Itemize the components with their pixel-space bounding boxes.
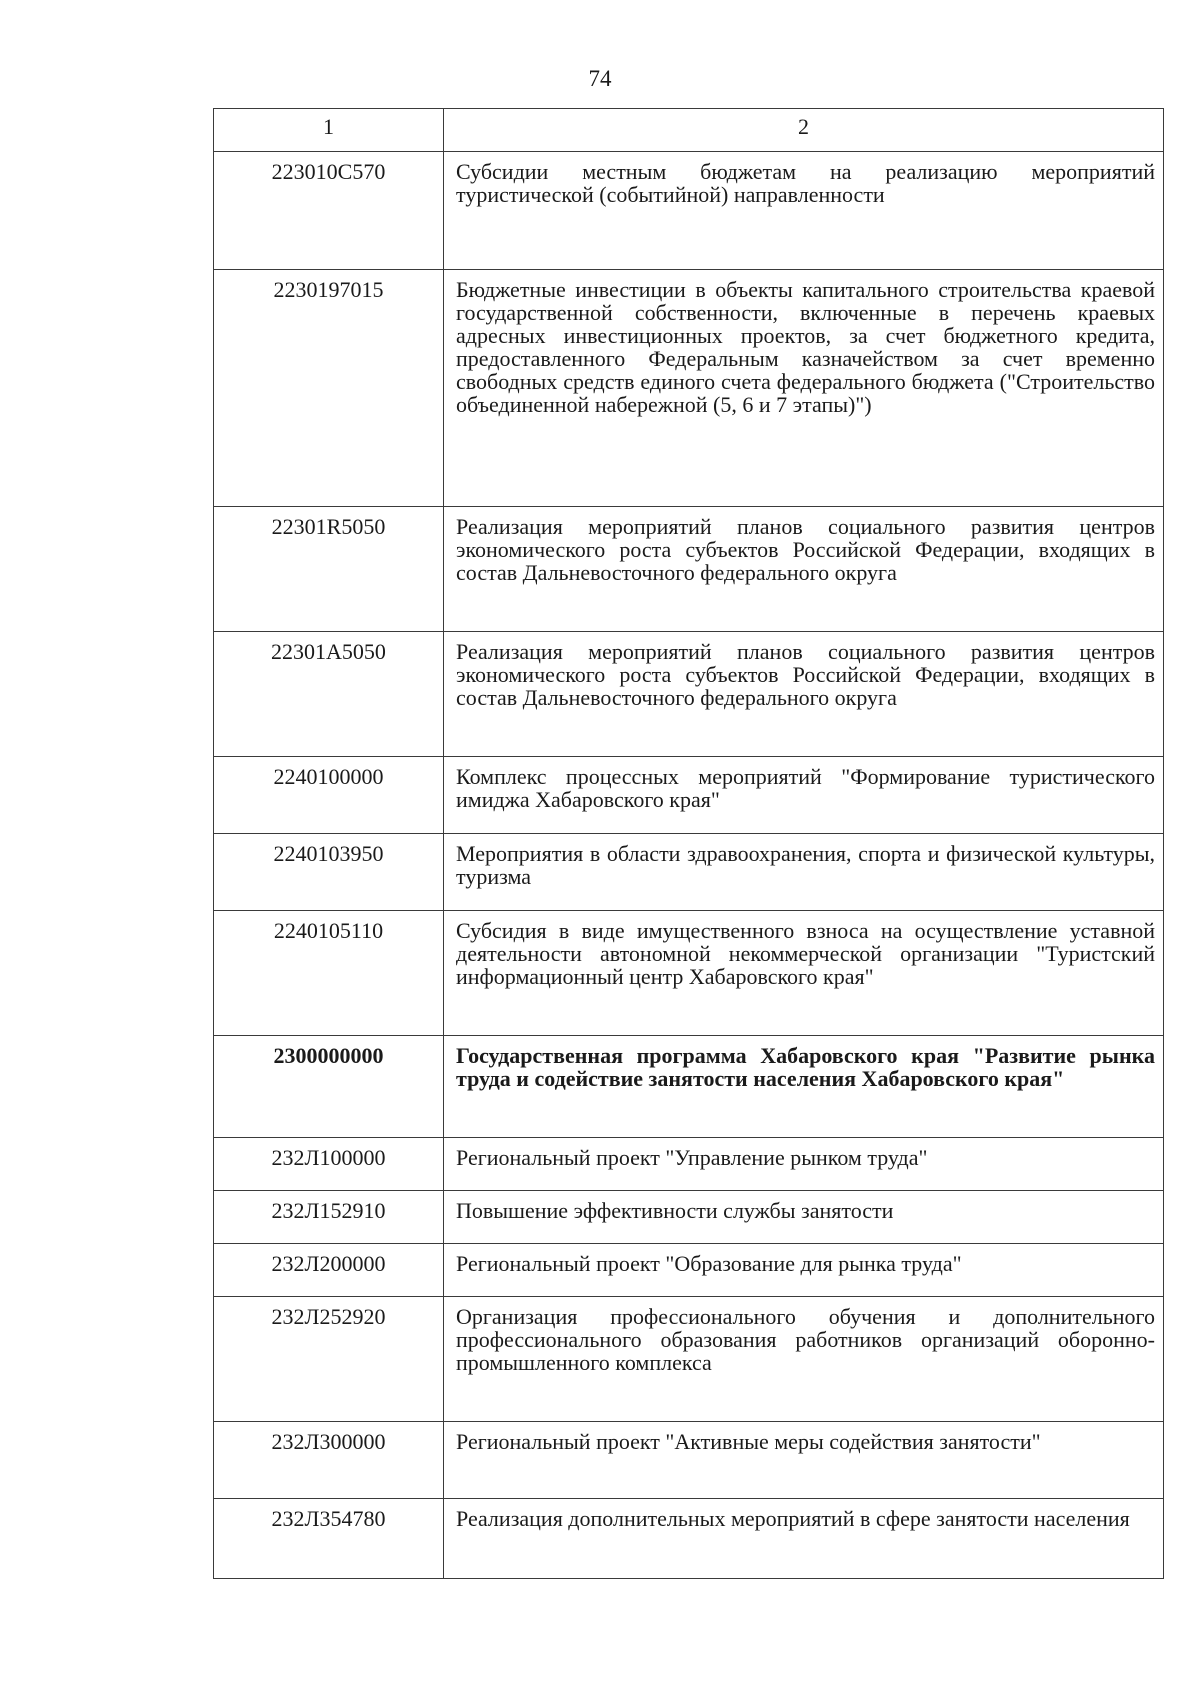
table-row <box>214 1191 1164 1244</box>
table-row <box>214 1499 1164 1579</box>
row-description: Организация профессионального обучения и дополнительного профессионального образования работников организаций оборонно-промышленного комплекса <box>444 1297 1164 1422</box>
table-row <box>214 270 1164 507</box>
table-row <box>214 507 1164 632</box>
row-description: Бюджетные инвестиции в объекты капитального строительства краевой государственной собственности, включенные в перечень краевых адресных инвестиционных проектов, за счет бюджетного кредита, предоставленного Федеральным казначейством за счет временно свободных средств единого счета федерального бюджета ("Строительство объединенной набережной (5, 6 и 7 этапы)") <box>444 270 1164 507</box>
table-row-program <box>214 1036 1164 1138</box>
row-description: Региональный проект "Активные меры содействия занятости" <box>444 1422 1164 1499</box>
row-code: 232Л152910 <box>214 1191 444 1244</box>
row-code: 2230197015 <box>214 270 444 507</box>
row-code: 2240105110 <box>214 911 444 1036</box>
table-row <box>214 911 1164 1036</box>
column-header-1: 1 <box>214 109 444 152</box>
row-code: 2240103950 <box>214 834 444 911</box>
row-description: Реализация дополнительных мероприятий в сфере занятости населения <box>444 1499 1164 1579</box>
table-row <box>214 1138 1164 1191</box>
row-description: Повышение эффективности службы занятости <box>444 1191 1164 1244</box>
budget-code-table <box>213 108 1164 1579</box>
row-description: Субсидии местным бюджетам на реализацию мероприятий туристической (событийной) направленности <box>444 152 1164 270</box>
column-header-2: 2 <box>444 109 1164 152</box>
table-row <box>214 1422 1164 1499</box>
table-row <box>214 834 1164 911</box>
table-header-row <box>214 109 1164 152</box>
row-description: Субсидия в виде имущественного взноса на осуществление уставной деятельности автономной некоммерческой организации "Туристский информационный центр Хабаровского края" <box>444 911 1164 1036</box>
row-code: 2240100000 <box>214 757 444 834</box>
row-description: Государственная программа Хабаровского края "Развитие рынка труда и содействие занятости населения Хабаровского края" <box>444 1036 1164 1138</box>
page-number: 74 <box>588 66 612 91</box>
row-code: 22301R5050 <box>214 507 444 632</box>
row-description: Комплекс процессных мероприятий "Формирование туристического имиджа Хабаровского края" <box>444 757 1164 834</box>
row-description: Мероприятия в области здравоохранения, спорта и физической культуры, туризма <box>444 834 1164 911</box>
row-description: Региональный проект "Образование для рынка труда" <box>444 1244 1164 1297</box>
row-code: 2300000000 <box>214 1036 444 1138</box>
row-code: 232Л300000 <box>214 1422 444 1499</box>
table-row <box>214 1297 1164 1422</box>
row-code: 232Л100000 <box>214 1138 444 1191</box>
table-row <box>214 1244 1164 1297</box>
row-code: 232Л200000 <box>214 1244 444 1297</box>
row-code: 22301А5050 <box>214 632 444 757</box>
row-code: 232Л354780 <box>214 1499 444 1579</box>
row-code: 232Л252920 <box>214 1297 444 1422</box>
row-code: 223010C570 <box>214 152 444 270</box>
table-row <box>214 152 1164 270</box>
row-description: Региональный проект "Управление рынком труда" <box>444 1138 1164 1191</box>
row-description: Реализация мероприятий планов социального развития центров экономического роста субъектов Российской Федерации, входящих в состав Дальневосточного федерального округа <box>444 632 1164 757</box>
table-row <box>214 757 1164 834</box>
table-row <box>214 632 1164 757</box>
row-description: Реализация мероприятий планов социального развития центров экономического роста субъектов Российской Федерации, входящих в состав Дальневосточного федерального округа <box>444 507 1164 632</box>
